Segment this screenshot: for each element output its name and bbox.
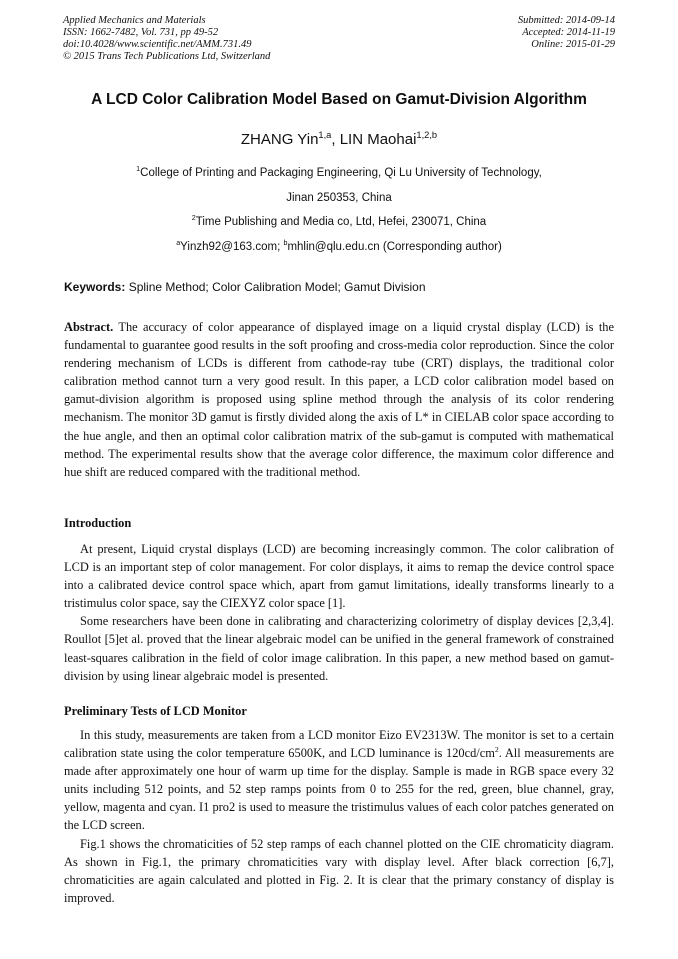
paragraph: At present, Liquid crystal displays (LCD) are becoming increasingly common. The color calibration of LCD is an important step of color management. For color displays, it aims to remap the device control space into a calibrated device control space which, apart from gamut limitations, ideally transforms linearly to a tristimulus color space, say the CIEXYZ color space [1].	[64, 542, 614, 611]
author-list	[0, 131, 678, 148]
unit-superscript: 2	[494, 744, 499, 754]
journal-issn: ISSN: 1662-7482, Vol. 731, pp 49-52	[63, 27, 219, 38]
journal-copyright: © 2015 Trans Tech Publications Ltd, Switzerland	[63, 51, 271, 62]
section-heading-introduction: Introduction	[64, 516, 132, 530]
journal-doi[interactable]: doi:10.4028/www.scientific.net/AMM.731.49	[63, 39, 252, 50]
author-affiliation-marker: 1,2,b	[416, 130, 438, 140]
email-link[interactable]: Yinzh92@163.com;	[180, 241, 284, 253]
affiliation-1-location: Jinan 250353, China	[286, 192, 392, 204]
author-affiliation-marker: 1,a	[318, 130, 332, 140]
email-marker: a	[176, 239, 181, 248]
introduction-body	[64, 540, 614, 685]
journal-name: Applied Mechanics and Materials	[63, 15, 206, 26]
journal-info	[63, 15, 270, 63]
paragraph: Some researchers have been done in calibrating and characterizing colorimetry of display devices [2,3,4]. Roullot [5]et al. proved that the linear algebraic model can be unified in the general framework of constrained least-squares calibration in the field of color image calibration. In this paper, a new method based on gamut-division by using linear algebraic model is presented.	[64, 614, 614, 683]
abstract-text: The accuracy of color appearance of displayed image on a liquid crystal display (LCD) is the fundamental to guarantee good results in the soft proofing and cross-media color reproduction. Since the color rendering mechanism of LCDs is different from cathode-ray tube (CRT) displays, the traditional color calibration method cannot turn a very good result. In this paper, a LCD color calibration model based on gamut-division algorithm is proposed using spline method through the analysis of its color rendering mechanism. The monitor 3D gamut is firstly divided along the axis of L* in CIELAB color space according to the hue angle, and then an optimal color calibration matrix of the sub-gamut is computed with mathematical method. The experimental results show that the average color difference, the maximum color difference and hue shift are reduced compared with the traditional method.	[64, 320, 614, 479]
email-marker: b	[283, 239, 288, 248]
affiliation-text: College of Printing and Packaging Engineering, Qi Lu University of Technology,	[140, 167, 542, 179]
abstract	[64, 318, 614, 481]
submission-dates	[518, 15, 615, 51]
author-name: ZHANG Yin	[240, 131, 319, 148]
paragraph	[64, 726, 614, 835]
affiliation-marker: 1	[136, 165, 141, 174]
online-date: Online: 2015-01-29	[531, 39, 615, 50]
abstract-label: Abstract.	[64, 320, 114, 334]
affiliation-2	[0, 216, 678, 228]
keywords-label: Keywords:	[64, 280, 126, 294]
preliminary-body	[64, 726, 614, 907]
author-separator: ,	[331, 131, 340, 148]
author-name: LIN Maohai	[339, 131, 417, 148]
submitted-date: Submitted: 2014-09-14	[517, 15, 615, 26]
accepted-date: Accepted: 2014-11-19	[522, 27, 615, 38]
paragraph-text: In this study, measurements are taken from a LCD monitor Eizo EV2313W. The monitor is set to a certain calibration state using the color temperature 6500K, and LCD luminance is 120cd/cm	[64, 728, 614, 761]
paper-title: A LCD Color Calibration Model Based on Gamut-Division Algorithm	[91, 91, 587, 108]
paragraph-text: . All measurements are made after approximately one hour of warm up time for the display. Sample is made in RGB space every 32 units including 512 points, and 52 step ramps points from 0 to 255 for the red, green, blue channel, gray, yellow, magenta and cyan. I1 pro2 is used to measure the tristimulus values of each color patches generated on the LCD screen.	[64, 746, 614, 833]
affiliation-1	[0, 167, 678, 179]
affiliation-text: Time Publishing and Media co, Ltd, Hefei, 230071, China	[195, 216, 487, 228]
author-emails	[0, 241, 678, 253]
keywords-text: Spline Method; Color Calibration Model; Gamut Division	[125, 280, 426, 294]
paragraph: Fig.1 shows the chromaticities of 52 step ramps of each channel plotted on the CIE chromaticity diagram. As shown in Fig.1, the primary chromaticities vary with display level. After black correction [6,7], chromaticities are again calculated and plotted in Fig. 2. It is clear that the primary constancy of display is improved.	[64, 836, 614, 905]
keywords	[64, 280, 426, 294]
affiliation-marker: 2	[191, 214, 196, 223]
section-heading-preliminary-tests: Preliminary Tests of LCD Monitor	[64, 704, 247, 718]
email-link[interactable]: mhlin@qlu.edu.cn (Corresponding author)	[287, 241, 502, 253]
